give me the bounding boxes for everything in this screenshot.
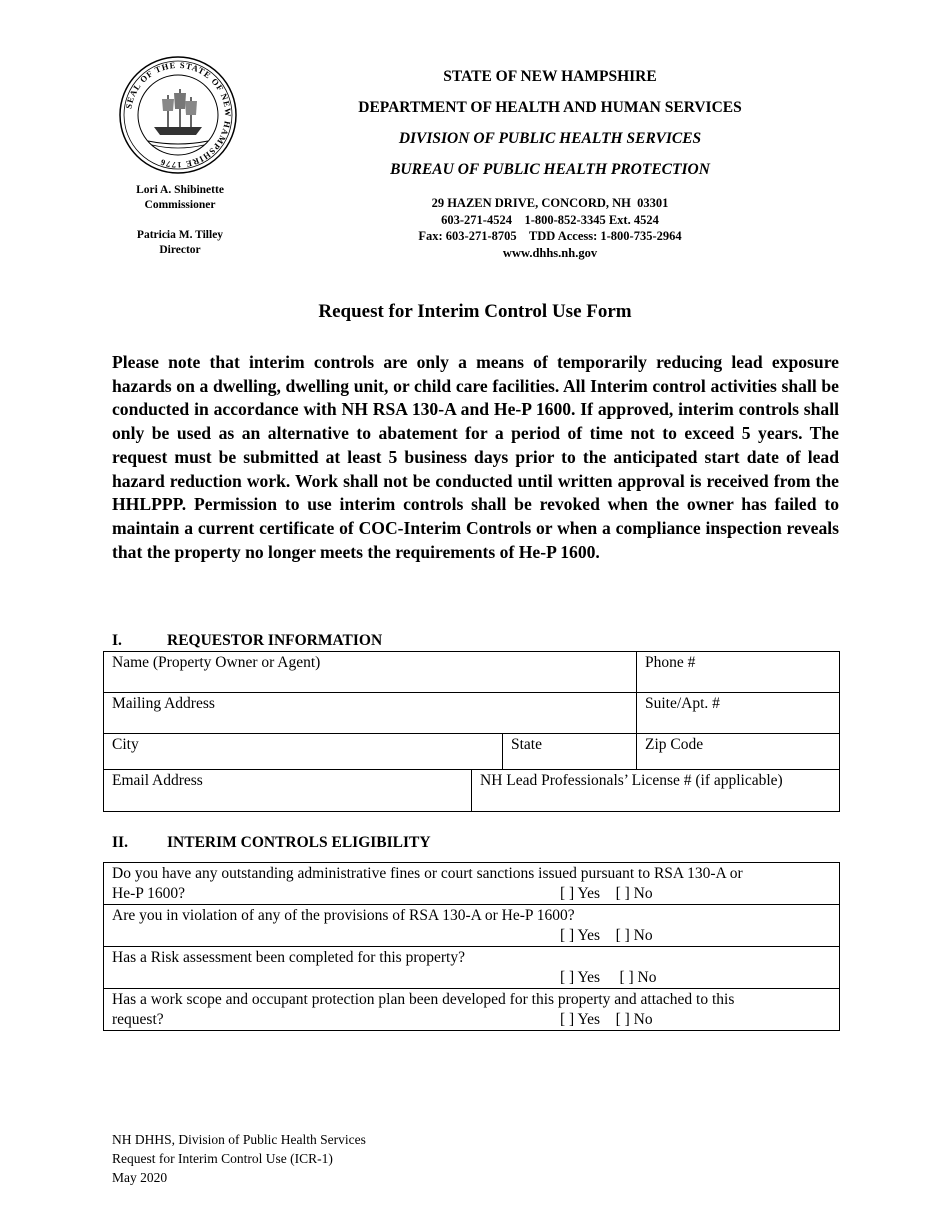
director-name: Patricia M. Tilley bbox=[136, 229, 224, 241]
letterhead-state: STATE OF NEW HAMPSHIRE bbox=[443, 68, 657, 85]
city-field[interactable] bbox=[104, 734, 503, 770]
zip-field[interactable] bbox=[637, 734, 840, 770]
state-field[interactable] bbox=[503, 734, 637, 770]
question-text-cont: He-P 1600? bbox=[112, 885, 186, 902]
suite-label: Suite/Apt. # bbox=[645, 695, 720, 712]
section-1-number: I. bbox=[112, 632, 122, 649]
footer-line-3: May 2020 bbox=[112, 1170, 168, 1185]
license-field[interactable] bbox=[472, 770, 840, 812]
footer bbox=[112, 1130, 366, 1187]
letterhead-website: www.dhhs.nh.gov bbox=[502, 245, 598, 260]
section-2-heading bbox=[112, 834, 431, 852]
letterhead-department: DEPARTMENT OF HEALTH AND HUMAN SERVICES bbox=[358, 99, 742, 116]
letterhead-contact bbox=[300, 195, 800, 261]
suite-field[interactable] bbox=[637, 693, 840, 734]
yes-checkbox[interactable]: [ ] Yes bbox=[560, 969, 601, 986]
phone-field[interactable] bbox=[637, 652, 840, 693]
city-label: City bbox=[112, 736, 139, 753]
question-text: Has a work scope and occupant protection plan been developed for this property and attached to this bbox=[112, 991, 735, 1008]
director-block bbox=[100, 228, 260, 258]
email-field[interactable] bbox=[104, 770, 472, 812]
footer-line-2: Request for Interim Control Use (ICR-1) bbox=[112, 1151, 333, 1166]
zip-label: Zip Code bbox=[645, 736, 704, 753]
letterhead-fax-tdd: Fax: 603-271-8705 TDD Access: 1-800-735-2964 bbox=[418, 229, 682, 243]
letterhead-division: DIVISION OF PUBLIC HEALTH SERVICES bbox=[398, 130, 702, 147]
yes-checkbox[interactable]: [ ] Yes bbox=[560, 885, 601, 902]
commissioner-title: Commissioner bbox=[144, 199, 216, 211]
notice-paragraph: Please note that interim controls are only a means of temporarily reducing lead exposure hazards on a dwelling, dwelling unit, or child care facilities. All Interim control activities shall be conducted in accordance with NH RSA 130-A and He-P 1600. If approved, interim controls shall only be used as an alternative to abatement for a period of time not to exceed 5 years. The request must be submitted at least 5 business days prior to the anticipated start date of lead hazard reduction work. Work shall not be conducted until written approval is received from the HHLPPP. Permission to use interim controls shall be revoked when the owner has failed to maintain a current certificate of COC-Interim Controls or when a compliance inspection reveals that the property no longer meets the requirements of He-P 1600. bbox=[112, 352, 839, 562]
yes-checkbox[interactable]: [ ] Yes bbox=[560, 1011, 601, 1028]
question-text: Do you have any outstanding administrative fines or court sanctions issued pursuant to RSA 130-A or bbox=[112, 865, 743, 882]
state-seal-icon bbox=[118, 55, 238, 175]
section-2-title: INTERIM CONTROLS ELIGIBILITY bbox=[167, 834, 431, 851]
name-label: Name (Property Owner or Agent) bbox=[112, 654, 321, 671]
letterhead-bureau: BUREAU OF PUBLIC HEALTH PROTECTION bbox=[390, 161, 710, 178]
requestor-info-table bbox=[103, 651, 840, 812]
eligibility-table bbox=[103, 862, 840, 1031]
email-label: Email Address bbox=[112, 772, 203, 789]
state-label: State bbox=[511, 736, 542, 753]
director-title: Director bbox=[159, 244, 201, 256]
eligibility-row bbox=[104, 947, 840, 989]
no-checkbox[interactable]: [ ] No bbox=[615, 885, 653, 902]
yes-checkbox[interactable]: [ ] Yes bbox=[560, 927, 601, 944]
letterhead-address: 29 HAZEN DRIVE, CONCORD, NH 03301 bbox=[431, 196, 669, 210]
commissioner-name: Lori A. Shibinette bbox=[136, 184, 224, 196]
question-text-cont: request? bbox=[112, 1011, 164, 1028]
footer-line-1: NH DHHS, Division of Public Health Services bbox=[112, 1132, 366, 1147]
letterhead-phones: 603-271-4524 1-800-852-3345 Ext. 4524 bbox=[441, 212, 659, 227]
question-text: Has a Risk assessment been completed for this property? bbox=[112, 949, 465, 966]
phone-label: Phone # bbox=[645, 654, 696, 671]
section-1-title: REQUESTOR INFORMATION bbox=[167, 632, 383, 649]
section-1-heading bbox=[112, 632, 382, 650]
no-checkbox[interactable]: [ ] No bbox=[619, 969, 657, 986]
section-2-number: II. bbox=[112, 834, 128, 851]
mailing-address-label: Mailing Address bbox=[112, 695, 215, 712]
commissioner-block bbox=[100, 183, 260, 213]
eligibility-row bbox=[104, 989, 840, 1031]
form-title: Request for Interim Control Use Form bbox=[318, 301, 632, 322]
eligibility-row bbox=[104, 863, 840, 905]
no-checkbox[interactable]: [ ] No bbox=[615, 1011, 653, 1028]
no-checkbox[interactable]: [ ] No bbox=[615, 927, 653, 944]
mailing-address-field[interactable] bbox=[104, 693, 637, 734]
eligibility-row bbox=[104, 905, 840, 947]
name-field[interactable] bbox=[104, 652, 637, 693]
svg-text:SEAL OF THE STATE OF NEW HAMPS: SEAL OF THE STATE OF NEW HAMPSHIRE 1776 bbox=[123, 59, 234, 171]
question-text: Are you in violation of any of the provisions of RSA 130-A or He-P 1600? bbox=[112, 907, 575, 924]
license-label: NH Lead Professionals’ License # (if applicable) bbox=[480, 772, 783, 789]
